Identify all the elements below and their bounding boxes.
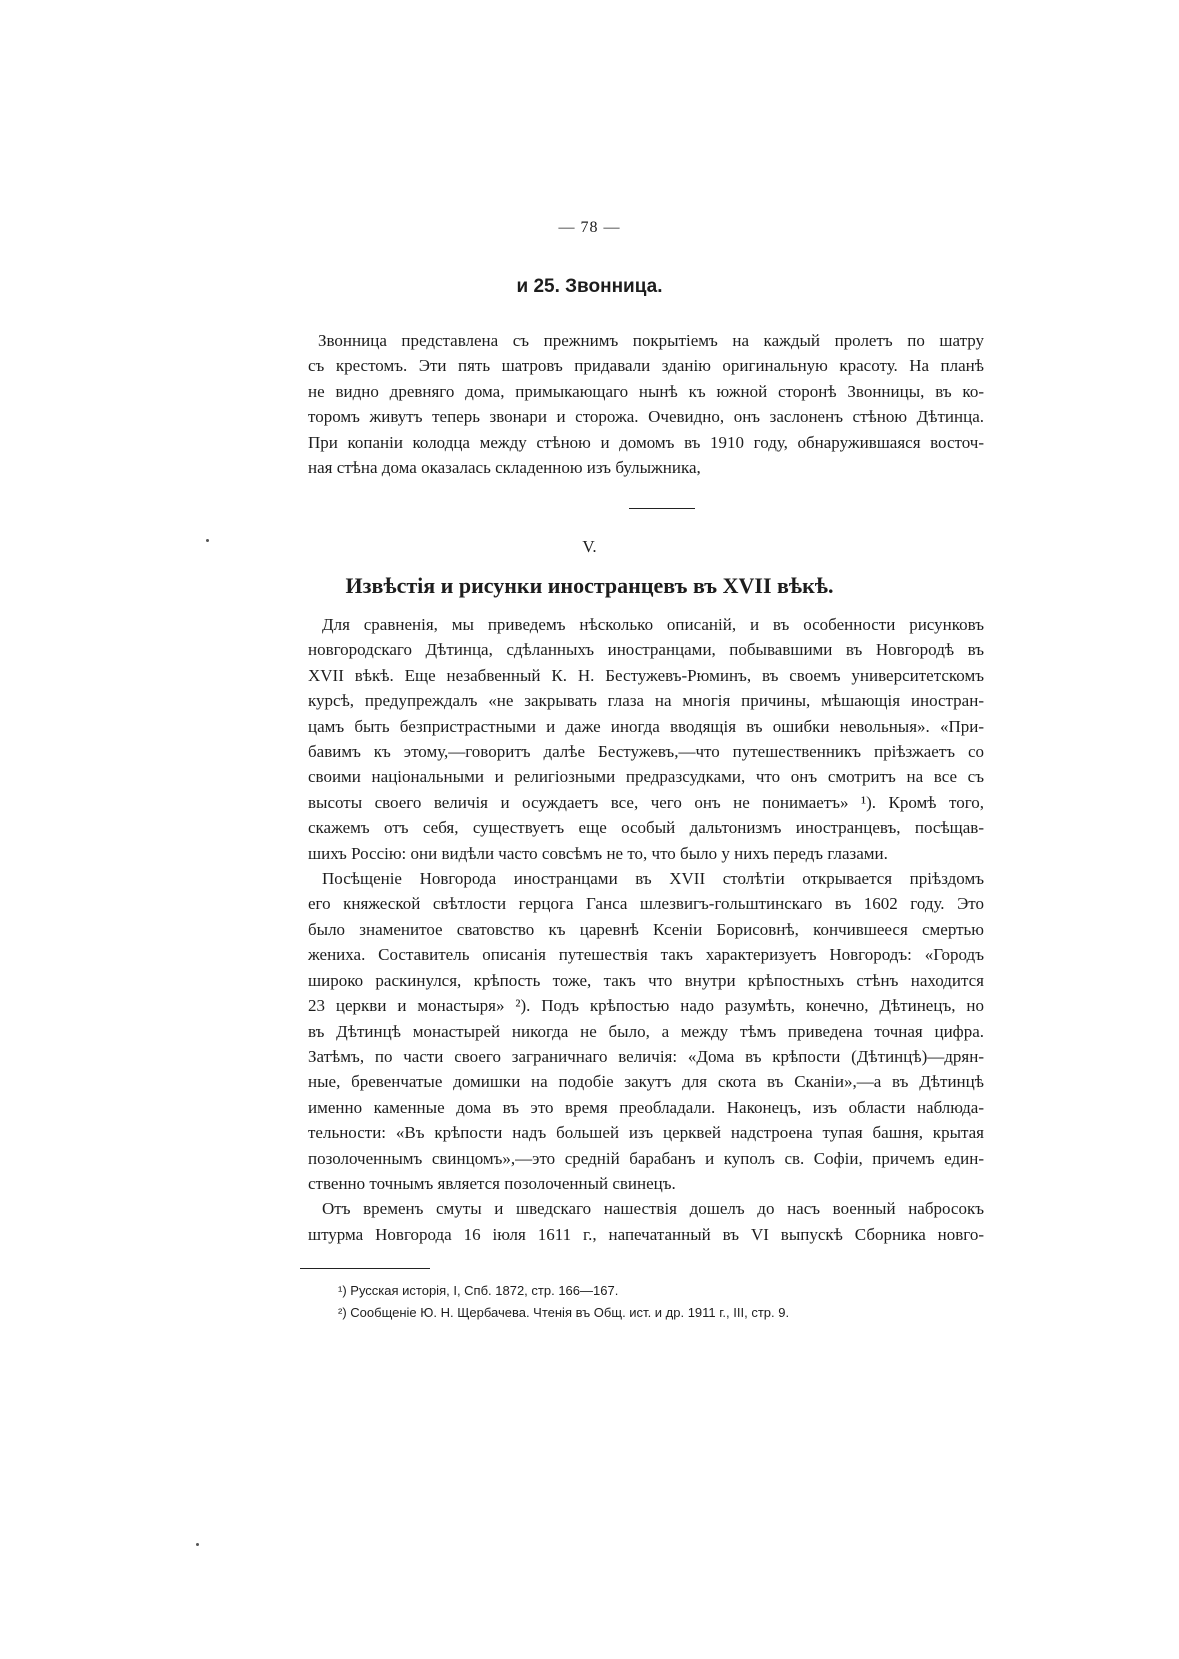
- scan-speck: [206, 539, 209, 542]
- text-line: Для сравненія, мы приведемъ нѣсколько описаній, и въ особенности рисунковъ: [322, 615, 984, 634]
- text-line: Отъ временъ смуты и шведскаго нашествія дошелъ до насъ военный набросокъ: [322, 1199, 984, 1219]
- text-line: новгородскаго Дѣтинца, сдѣланныхъ иностранцами, побывавшими въ Новгородѣ въ: [308, 640, 984, 660]
- text-line: жениха. Составитель описанія путешествія такъ характеризуетъ Новгородъ: «Городъ: [308, 945, 984, 965]
- text-line: Затѣмъ, по части своего заграничнаго величія: «Дома въ крѣпости (Дѣтинцѣ)—дрян-: [308, 1046, 984, 1066]
- paragraph-foreigners: [308, 612, 984, 1247]
- text-line: XVII вѣкѣ. Еще незабвенный К. Н. Бестужевъ-Рюминъ, въ своемъ университетскомъ: [308, 665, 984, 685]
- text-line: Звонница представлена съ прежнимъ покрытіемъ на каждый пролетъ по шатру: [318, 331, 984, 350]
- text-line: было знаменитое сватовство къ царевнѣ Ксеніи Борисовнѣ, кончившееся смертью: [308, 919, 984, 939]
- text-line: ные, бревенчатые домишки на подобіе закутъ для скота въ Сканіи»,—а въ Дѣтинцѣ: [308, 1072, 984, 1092]
- section-heading-zvonnitsa: и 25. Звонница.: [516, 276, 663, 297]
- text-line: Посѣщеніе Новгорода иностранцами въ XVII столѣтіи открывается пріѣздомъ: [322, 869, 984, 889]
- text-line: бавимъ къ этому,—говоритъ далѣе Бестужевъ,—что путешественникъ пріѣзжаетъ со: [308, 742, 984, 762]
- footnote-rule: [300, 1268, 430, 1269]
- footnote-2: ²) Сообщеніе Ю. Н. Щербачева. Чтенія въ Общ. ист. и др. 1911 г., III, стр. 9.: [338, 1305, 790, 1320]
- text-line: съ крестомъ. Эти пять шатровъ придавали зданію оригинальную красоту. На планѣ: [308, 356, 984, 376]
- footnote-1: ¹) Русская исторія, I, Спб. 1872, стр. 166—167.: [338, 1283, 619, 1298]
- scan-speck: [196, 1543, 199, 1546]
- text-line: цамъ быть безпристрастными и даже иногда вводящія въ ошибки невольныя». «При-: [308, 716, 984, 736]
- text-line: 23 церкви и монастыря» ²). Подъ крѣпостью надо разумѣть, конечно, Дѣтинецъ, но: [308, 996, 984, 1016]
- text-line: своими національными и религіозными предразсудками, что онъ смотритъ на все съ: [308, 767, 984, 787]
- text-line: широко раскинулся, крѣпость тоже, такъ что внутри крѣпостныхъ стѣнъ находится: [308, 970, 984, 990]
- section-divider: [629, 508, 695, 509]
- text-line: не видно древняго дома, примыкающаго нынѣ къ южной сторонѣ Звонницы, въ ко-: [308, 381, 984, 401]
- text-line: При копаніи колодца между стѣною и домомъ въ 1910 году, обнаружившаяся восточ-: [308, 432, 984, 452]
- text-line: ственно точнымъ является позолоченный свинецъ.: [308, 1173, 676, 1193]
- section-heading-foreigners: Извѣстія и рисунки иностранцевъ въ XVII вѣкѣ.: [345, 573, 834, 598]
- text-line: его княжеской свѣтлости герцога Ганса шлезвигъ-гольштинскаго въ 1602 году. Это: [308, 894, 984, 914]
- text-line: шихъ Россію: они видѣли часто совсѣмъ не то, что было у нихъ передъ глазами.: [308, 843, 888, 863]
- section-number: V.: [582, 537, 597, 556]
- text-line: высоты своего величія и осуждаетъ все, чего онъ не понимаетъ» ¹). Кромѣ того,: [308, 792, 984, 812]
- text-line: тельности: «Въ крѣпости надъ большей изъ церквей надстроена тупая башня, крытая: [308, 1123, 984, 1143]
- page-number: — 78 —: [558, 219, 621, 236]
- text-line: скажемъ отъ себя, существуетъ еще особый дальтонизмъ иностранцевъ, посѣщав-: [308, 818, 984, 838]
- paragraph-zvonnitsa: [308, 328, 984, 480]
- text-line: торомъ живутъ теперь звонари и сторожа. Очевидно, онъ заслоненъ стѣною Дѣтинца.: [308, 407, 984, 427]
- text-line: штурма Новгорода 16 іюля 1611 г., напечатанный въ VI выпускѣ Сборника новго-: [308, 1224, 984, 1244]
- text-line: ная стѣна дома оказалась складенною изъ булыжника,: [308, 458, 701, 478]
- text-line: позолоченнымъ свинцомъ»,—это средній барабанъ и куполъ св. Софіи, причемъ един-: [308, 1148, 984, 1168]
- text-line: именно каменные дома въ это время преобладали. Наконецъ, изъ области наблюда-: [308, 1097, 984, 1117]
- text-line: въ Дѣтинцѣ монастырей никогда не было, а между тѣмъ приведена точная цифра.: [308, 1021, 984, 1041]
- footnotes: [338, 1280, 978, 1324]
- text-line: курсѣ, предупреждалъ «не закрывать глаза на многія причины, мѣшающія иностран-: [308, 691, 984, 711]
